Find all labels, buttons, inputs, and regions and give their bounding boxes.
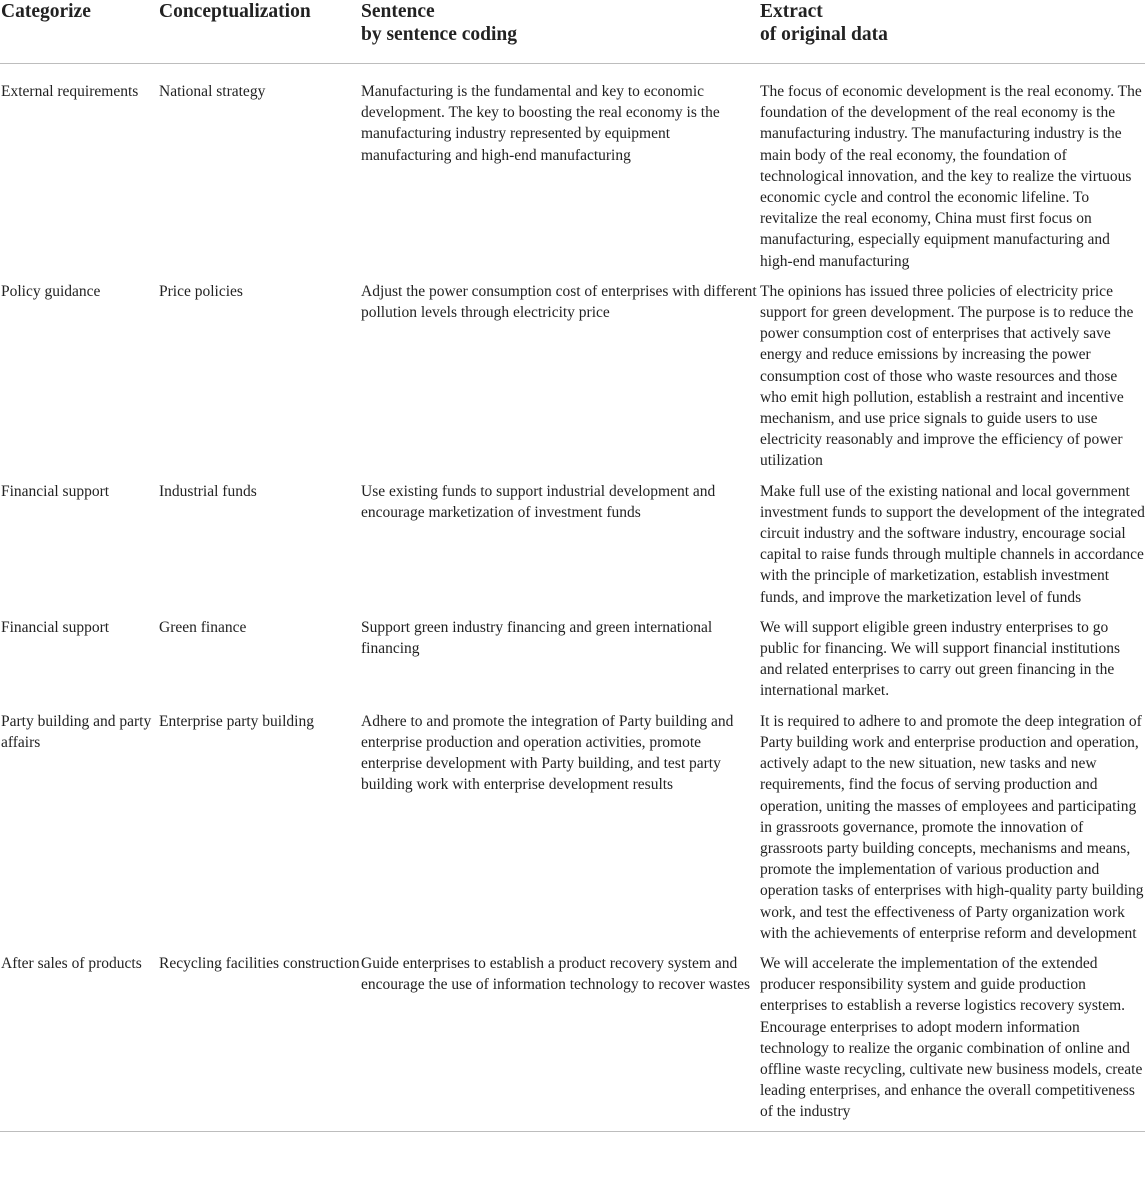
header-categorize: Categorize (0, 0, 159, 64)
table-row (0, 281, 1145, 481)
cell-extract: It is required to adhere to and promote the deep integration of Party building work and enterprise production and operation, actively adapt to the new situation, new tasks and new requirements, find the focus of serving production and operation, uniting the masses of employees and participating in grassroots governance, promote the innovation of grassroots party building concepts, mechanisms and means, promote the implementation of various production and operation tasks of enterprises with high-quality party building work, and test the effectiveness of Party organization work with the achievements of enterprise reform and development (760, 712, 1144, 942)
cell-conceptualization: Price policies (159, 282, 243, 300)
header-row (0, 0, 1145, 64)
table-row (0, 64, 1145, 281)
table-row (0, 481, 1145, 617)
cell-conceptualization: Recycling facilities construction (159, 953, 361, 1131)
cell-extract: The focus of economic development is the real economy. The foundation of the development of the real economy is the manufacturing industry. The manufacturing industry is the main body of the real economy, the foundation of technological innovation, and the key to realize the virtuous economic cycle and control the economic lifeline. To revitalize the real economy, China must first focus on manufacturing, especially equipment manufacturing and high-end manufacturing (760, 83, 1142, 270)
cell-coding: Use existing funds to support industrial development and encourage marketization of investment funds (361, 482, 716, 521)
cell-extract: We will support eligible green industry enterprises to go public for financing. We will support financial institutions and related enterprises to carry out green financing in the international market. (760, 618, 1121, 700)
cell-coding: Adhere to and promote the integration of Party building and enterprise production and operation activities, promote enterprise development with Party building, and test party building work with enterprise development results (361, 712, 734, 794)
cell-conceptualization: Enterprise party building (159, 712, 314, 730)
cell-extract: Make full use of the existing national and local government investment funds to support the development of the integrated circuit industry and the software industry, encourage social capital to raise funds through multiple channels in accordance with the principle of marketization, establish investment funds, and improve the marketization level of funds (760, 482, 1145, 606)
header-conceptualization: Conceptualization (159, 0, 361, 64)
header-sentence-coding: Sentence by sentence coding (361, 0, 760, 64)
table-row (0, 617, 1145, 711)
cell-extract: The opinions has issued three policies of electricity price support for green development. The purpose is to reduce the power consumption cost of enterprises that actively save energy and reduce emissions by increasing the power consumption cost of those who waste resources and those who emit high pollution, establish a restraint and incentive mechanism, and use price signals to guide users to use electricity reasonably and improve the efficiency of power utilization (760, 282, 1134, 470)
cell-categorize: Party building and party affairs (1, 712, 152, 751)
cell-conceptualization: National strategy (159, 83, 266, 100)
table-body (0, 64, 1145, 1132)
header-extract: Extract of original data (760, 0, 1145, 64)
cell-categorize: Financial support (1, 482, 110, 500)
cell-categorize: External requirements (1, 83, 139, 100)
cell-categorize: After sales of products (0, 953, 159, 1131)
cell-categorize: Policy guidance (1, 282, 101, 300)
cell-coding: Guide enterprises to establish a product recovery system and encourage the use of information technology to recover wastes (361, 953, 760, 1131)
cell-conceptualization: Industrial funds (159, 482, 257, 500)
table-header (0, 0, 1145, 64)
cell-coding: Manufacturing is the fundamental and key to economic development. The key to boosting the real economy is the manufacturing industry represented by equipment manufacturing and high-end manufacturing (361, 83, 720, 164)
table-row (0, 953, 1145, 1131)
cell-coding: Support green industry financing and green international financing (361, 618, 713, 658)
cell-categorize: Financial support (1, 618, 110, 636)
table-row (0, 711, 1145, 953)
cell-conceptualization: Green finance (159, 618, 247, 636)
cell-extract: We will accelerate the implementation of the extended producer responsibility system and guide production enterprises to establish a reverse logistics recovery system. Encourage enterprises to adopt modern information technology to realize the organic combination of online and offline waste recycling, cultivate new business models, create leading enterprises, and enhance the overall competitiveness of the industry (760, 953, 1145, 1131)
cell-coding: Adjust the power consumption cost of enterprises with different pollution levels through electricity price (361, 282, 757, 322)
